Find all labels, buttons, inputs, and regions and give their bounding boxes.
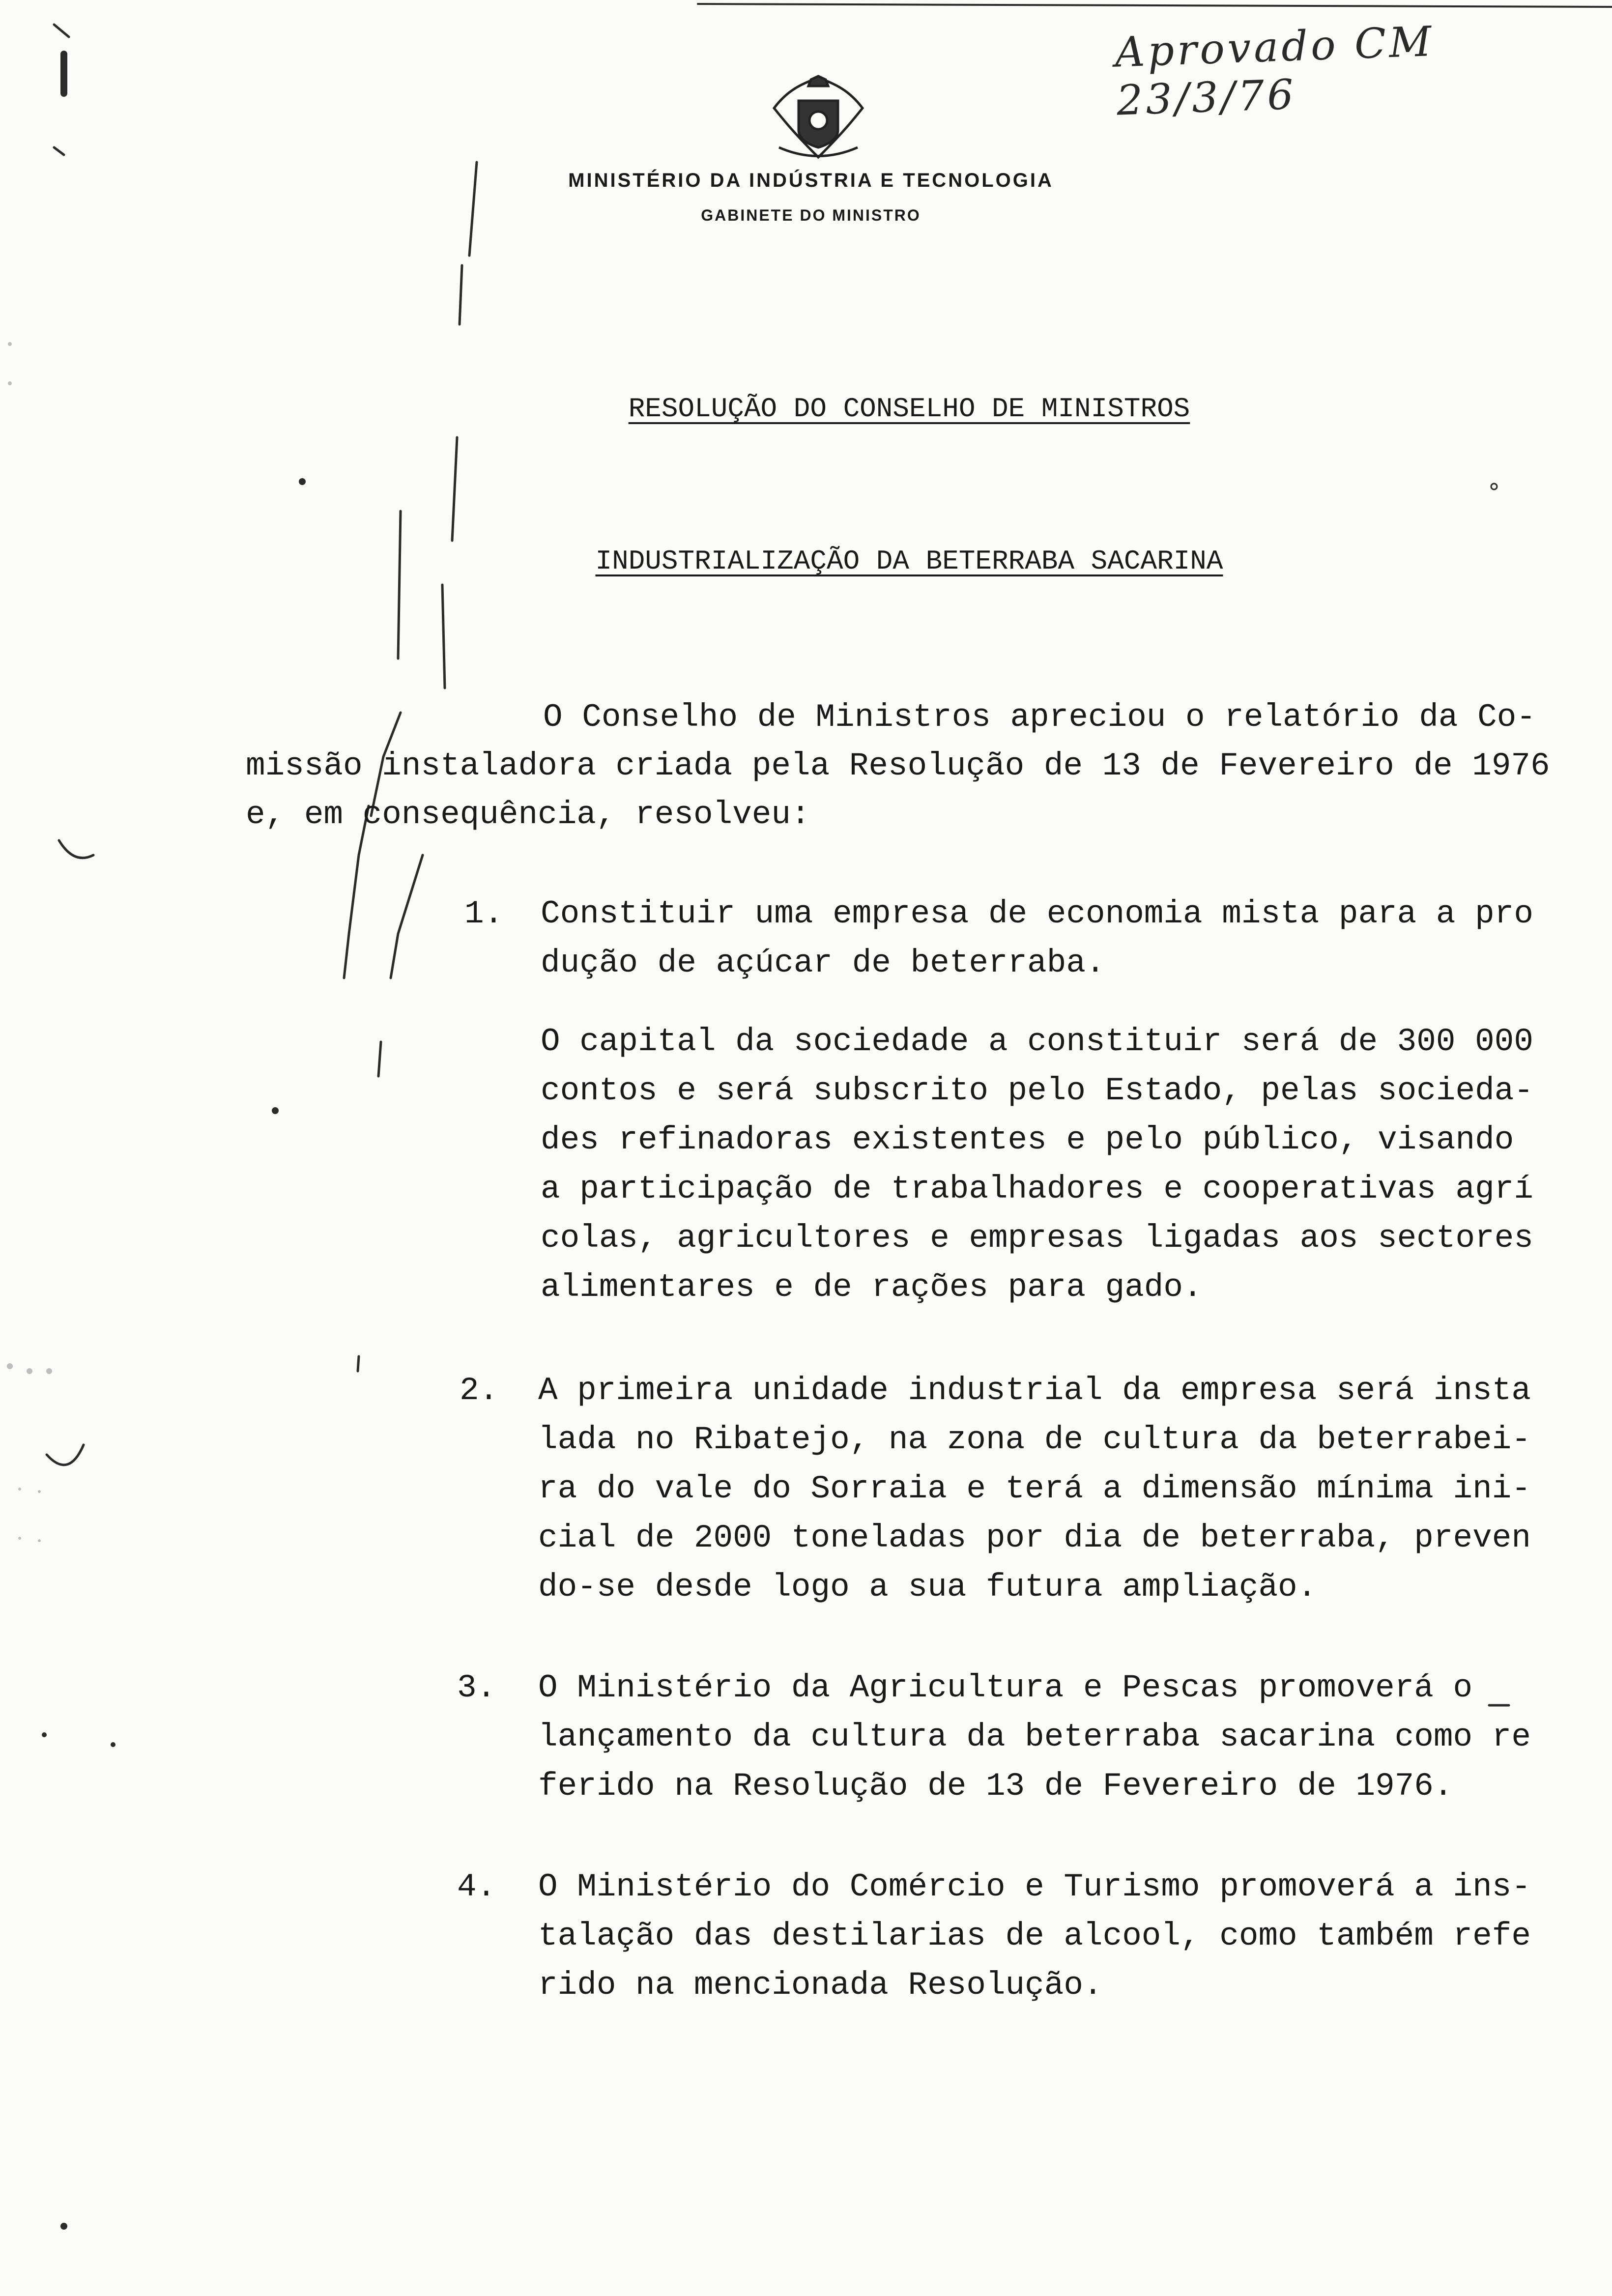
item-line: alimentares e de rações para gado. [541,1269,1203,1306]
item-line: ferido na Resolução de 13 de Fevereiro de 1976. [538,1768,1453,1805]
document-title: RESOLUÇÃO DO CONSELHO DE MINISTROS [628,393,1190,425]
item-line: O capital da sociedade a constituir será de 300 000 [541,1023,1533,1060]
intro-line: e, em consequência, resolveu: [246,796,810,833]
document-subtitle: INDUSTRIALIZAÇÃO DA BETERRABA SACARINA [595,545,1223,577]
item-line: ra do vale do Sorraia e terá a dimensão mínima ini- [538,1470,1531,1507]
item-paragraph [538,1366,1531,1612]
item-line: A primeira unidade industrial da empresa será insta [538,1372,1531,1409]
item-paragraph [538,1863,1531,2010]
item-line: lançamento da cultura da beterraba sacarina como re [538,1719,1531,1755]
cabinet-name: GABINETE DO MINISTRO [701,206,921,224]
item-line: des refinadoras existentes e pelo público, visando [541,1121,1514,1158]
item-line: contos e será subscrito pelo Estado, pelas socieda- [541,1072,1533,1109]
item-line: O Ministério da Agricultura e Pescas promoverá o [538,1669,1473,1706]
item-line: lada no Ribatejo, na zona de cultura da beterrabei- [538,1421,1531,1458]
item-line: colas, agricultores e empresas ligadas aos sectores [541,1220,1533,1257]
handwritten-annotation: Aprovado CM 23/3/76 [1114,17,1435,125]
item-paragraph [538,1664,1531,1811]
item-line: do-se desde logo a sua futura ampliação. [538,1569,1317,1606]
item-line: Constituir uma empresa de economia mista para a pro [541,895,1533,932]
item-line: dução de açúcar de beterraba. [541,945,1105,981]
item-line: rido na mencionada Resolução. [538,1967,1103,2004]
item-number: 3. [457,1669,496,1706]
item-line: talação das destilarias de alcool, como também refe [538,1918,1531,1954]
item-line: a participação de trabalhadores e cooperativas agrí [541,1171,1533,1207]
item-line: cial de 2000 toneladas por dia de beterraba, preven [538,1520,1531,1556]
item-paragraph [541,890,1533,988]
item-number: 1. [464,895,504,932]
ministry-name: MINISTÉRIO DA INDÚSTRIA E TECNOLOGIA [568,170,1054,191]
intro-line: missão instaladora criada pela Resolução de 13 de Fevereiro de 1976 [246,747,1550,784]
intro-line: O Conselho de Ministros apreciou o relatório da Co- [543,699,1536,736]
item-number: 2. [460,1372,499,1409]
coat-of-arms-icon [764,74,872,162]
item-line: O Ministério do Comércio e Turismo promoverá a ins- [538,1868,1531,1905]
item-number: 4. [457,1868,496,1905]
item-paragraph [541,1017,1533,1312]
